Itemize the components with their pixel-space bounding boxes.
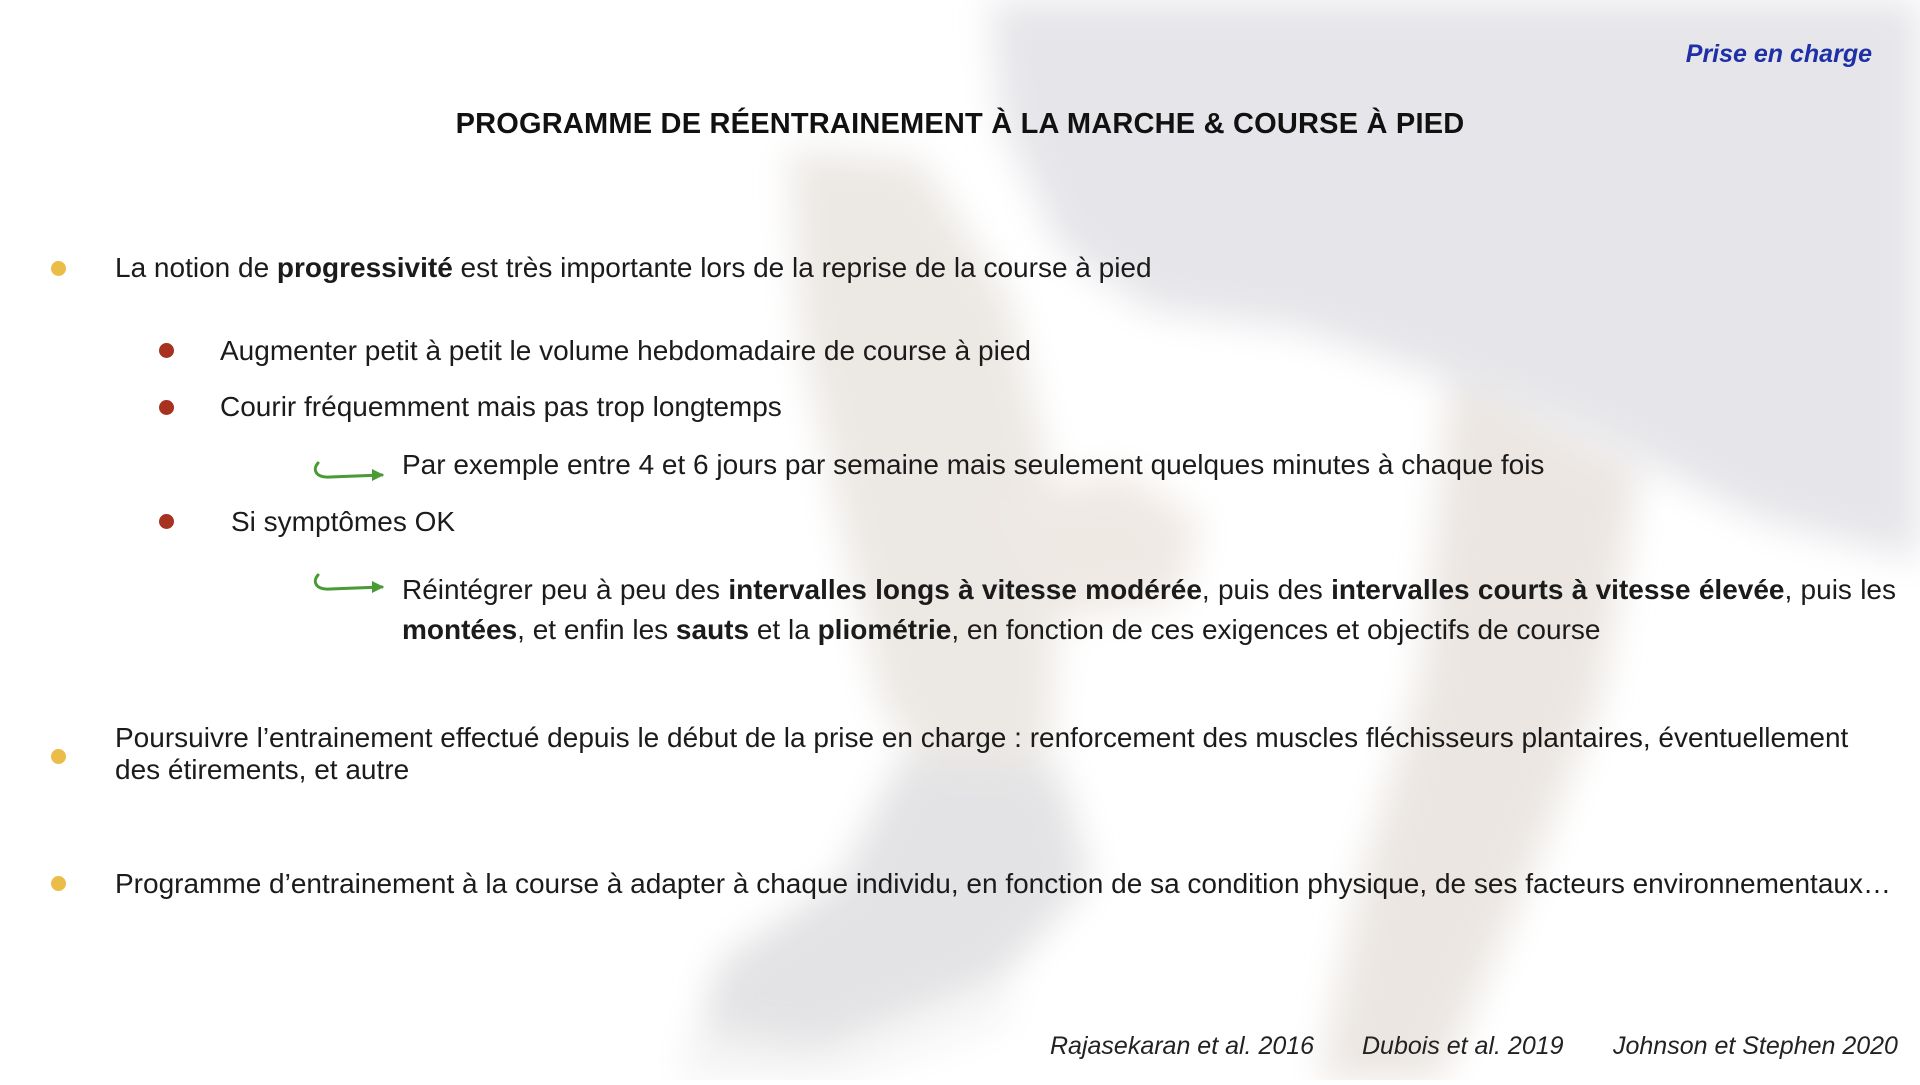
reintegration-text: Réintégrer peu à peu des intervalles longs à vitesse modérée, puis des intervalles courts à vitesse élevée, puis les montées, et enfin les sauts et la pliométrie, en fonction de ces exigences et objectifs de course xyxy=(402,574,1896,645)
bullet-progressivite: La notion de progressivité est très importante lors de la reprise de la course à pied xyxy=(115,252,1152,283)
reference-2: Dubois et al. 2019 xyxy=(1362,1032,1564,1060)
bullet-entrainement: Poursuivre l’entrainement effectué depuis le début de la prise en charge : renforcement des muscles fléchisseurs plantaires, éventuellement des étirements, et autre xyxy=(115,722,1849,785)
sub-bullet-dot xyxy=(159,514,174,529)
slide-title: PROGRAMME DE RÉENTRAINEMENT À LA MARCHE & COURSE À PIED xyxy=(455,108,1465,140)
arrow-right-icon xyxy=(312,458,390,484)
reference-3: Johnson et Stephen 2020 xyxy=(1613,1032,1898,1060)
bullet-dot xyxy=(51,749,66,764)
sub-bullet-dot xyxy=(159,400,174,415)
reference-1: Rajasekaran et al. 2016 xyxy=(1050,1032,1315,1060)
bullet-programme-individuel: Programme d’entrainement à la course à adapter à chaque individu, en fonction de sa condition physique, de ses facteurs environnementaux… xyxy=(115,868,1891,899)
bullet-dot xyxy=(51,261,66,276)
arrow-right-icon xyxy=(312,570,390,596)
section-label: Prise en charge xyxy=(1685,40,1872,68)
sub-bullet-volume: Augmenter petit à petit le volume hebdomadaire de course à pied xyxy=(220,335,1031,366)
sub-bullet-frequence: Courir fréquemment mais pas trop longtemps xyxy=(220,391,782,422)
bullet-dot xyxy=(51,876,66,891)
sub-bullet-symptomes: Si symptômes OK xyxy=(231,506,456,537)
example-frequency-text: Par exemple entre 4 et 6 jours par semaine mais seulement quelques minutes à chaque fois xyxy=(402,449,1545,480)
sub-bullet-dot xyxy=(159,343,174,358)
